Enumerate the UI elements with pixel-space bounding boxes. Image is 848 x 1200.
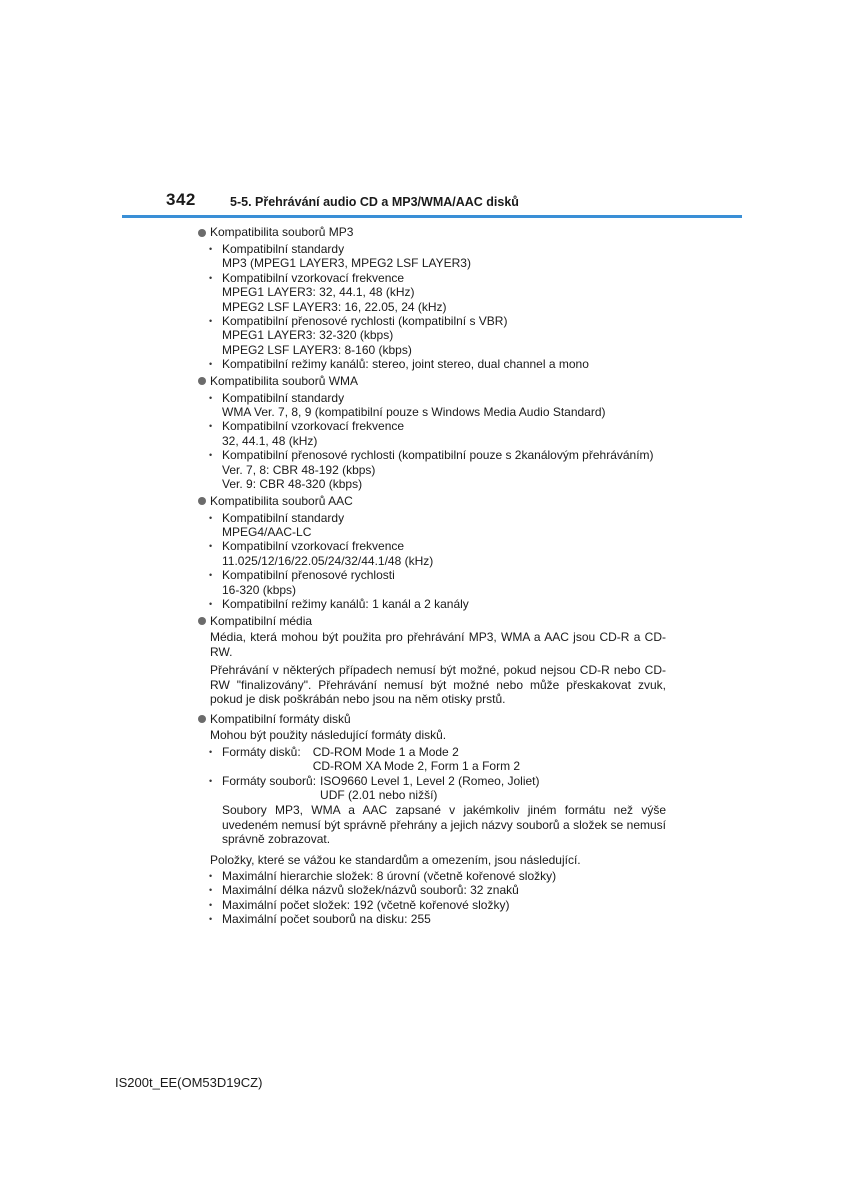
section-media (196, 612, 666, 706)
section-heading (196, 493, 666, 510)
item-label: Kompatibilní přenosové rychlosti (kompatibilní pouze s 2kanálovým přehráváním) (222, 448, 654, 463)
bullet-dot-icon (198, 377, 206, 385)
footer-code: IS200t_EE(OM53D19CZ) (115, 1075, 263, 1090)
item-label: Kompatibilní režimy kanálů: 1 kanál a 2 kanály (222, 596, 469, 611)
list-item (196, 511, 666, 540)
item-label: Kompatibilní přenosové rychlosti (kompatibilní s VBR) (222, 314, 508, 329)
format-label: • Formáty disků: (222, 744, 301, 759)
list-item (196, 774, 666, 803)
list-item (196, 357, 666, 371)
item-label: Kompatibilní standardy (222, 510, 345, 525)
bullet-dot-icon (198, 497, 206, 505)
page-header (0, 0, 848, 220)
item-value: MPEG2 LSF LAYER3: 16, 22.05, 24 (kHz) (222, 299, 447, 314)
bullet-dot-icon (198, 715, 206, 723)
section-heading (196, 373, 666, 390)
item-value: Ver. 7, 8: CBR 48-192 (kbps) (222, 462, 376, 477)
format-value: CD-ROM XA Mode 2, Form 1 a Form 2 (312, 759, 521, 774)
item-value: MPEG4/AAC-LC (222, 524, 312, 539)
section-title: Kompatibilita souborů WMA (210, 373, 359, 388)
item-label: Kompatibilní přenosové rychlosti (222, 568, 395, 583)
item-label: Kompatibilní standardy (222, 242, 345, 256)
section-title: Kompatibilní média (210, 613, 313, 628)
list-item (196, 568, 666, 597)
paragraph: Přehrávání v některých případech nemusí být možné, pokud nejsou CD-R nebo CD-RW "finalizovány". Přehrávání nemusí být možné nebo může přeskakovat zvuk, pokud je disk poškrábán nebo jsou na něm otisky prstů. (210, 663, 666, 706)
item-list (196, 511, 666, 612)
item-label: Kompatibilní vzorkovací frekvence (222, 419, 405, 434)
section-title: Kompatibilita souborů MP3 (210, 225, 354, 240)
format-row (222, 745, 666, 774)
bullet-dot-icon (198, 229, 206, 237)
format-value: CD-ROM Mode 1 a Mode 2 (312, 744, 459, 759)
list-item (196, 271, 666, 314)
item-value: MPEG1 LAYER3: 32-320 (kbps) (222, 328, 394, 343)
format-values (313, 745, 520, 774)
section-aac (196, 493, 666, 612)
list-item (196, 448, 666, 491)
item-value: MPEG2 LSF LAYER3: 8-160 (kbps) (222, 342, 412, 357)
item-value: MPEG1 LAYER3: 32, 44.1, 48 (kHz) (222, 285, 415, 300)
section-formats (196, 710, 666, 926)
list-item: • Maximální počet složek: 192 (včetně kořenové složky) (196, 898, 666, 912)
section-heading (196, 710, 666, 727)
item-value: 32, 44.1, 48 (kHz) (222, 433, 318, 448)
section-mp3 (196, 224, 666, 372)
list-item (196, 419, 666, 448)
list-item: • Maximální hierarchie složek: 8 úrovní (včetně kořenové složky) (196, 869, 666, 883)
list-item (196, 242, 666, 271)
item-value: Ver. 9: CBR 48-320 (kbps) (222, 477, 363, 492)
page-number: 342 (166, 190, 196, 209)
list-item: • Maximální počet souborů na disku: 255 (196, 912, 666, 926)
section-title: Kompatibilita souborů AAC (210, 493, 353, 508)
item-label: Kompatibilní vzorkovací frekvence (222, 539, 405, 554)
item-label: Kompatibilní vzorkovací frekvence (222, 270, 405, 285)
item-value: 16-320 (kbps) (222, 582, 297, 597)
list-item (196, 597, 666, 611)
note-paragraph: Soubory MP3, WMA a AAC zapsané v jakémkoliv jiném formátu než výše uvedeném nemusí být správně přehrány a jejich názvy souborů a složek se nemusí správně zobrazovat. (222, 803, 666, 847)
format-label: • Formáty souborů: (222, 773, 317, 788)
format-list (196, 745, 666, 803)
section-heading (196, 612, 666, 629)
bullet-dot-icon (198, 617, 206, 625)
list-item (196, 314, 666, 357)
format-row (222, 774, 666, 803)
item-label: Kompatibilní režimy kanálů: stereo, joint stereo, dual channel a mono (222, 357, 589, 372)
list-item (196, 745, 666, 774)
format-value: ISO9660 Level 1, Level 2 (Romeo, Joliet) (320, 773, 540, 788)
item-value: 11.025/12/16/22.05/24/32/44.1/48 (kHz) (222, 553, 434, 568)
item-list (196, 242, 666, 372)
list-item (196, 539, 666, 568)
header-rule (122, 215, 742, 218)
section-title: Kompatibilní formáty disků (210, 711, 351, 726)
item-label: Kompatibilní standardy (222, 390, 345, 405)
list-item: • Maximální délka názvů složek/názvů souborů: 32 znaků (196, 883, 666, 897)
main-content (196, 224, 666, 928)
format-values (320, 774, 539, 803)
item-value: WMA Ver. 7, 8, 9 (kompatibilní pouze s Windows Media Audio Standard) (222, 405, 606, 420)
paragraph: Položky, které se vážou ke standardům a omezením, jsou následující. (210, 852, 581, 867)
paragraph: Mohou být použity následující formáty disků. (210, 728, 447, 743)
chapter-title: 5-5. Přehrávání audio CD a MP3/WMA/AAC disků (230, 195, 519, 209)
section-heading (196, 224, 666, 241)
list-item (196, 391, 666, 420)
limits-list (196, 869, 666, 927)
paragraph: Média, která mohou být použita pro přehrávání MP3, WMA a AAC jsou CD-R a CD-RW. (210, 630, 666, 659)
section-wma (196, 373, 666, 492)
format-value: UDF (2.01 nebo nižší) (320, 788, 438, 802)
item-value: MP3 (MPEG1 LAYER3, MPEG2 LSF LAYER3) (222, 256, 471, 271)
item-list (196, 391, 666, 492)
